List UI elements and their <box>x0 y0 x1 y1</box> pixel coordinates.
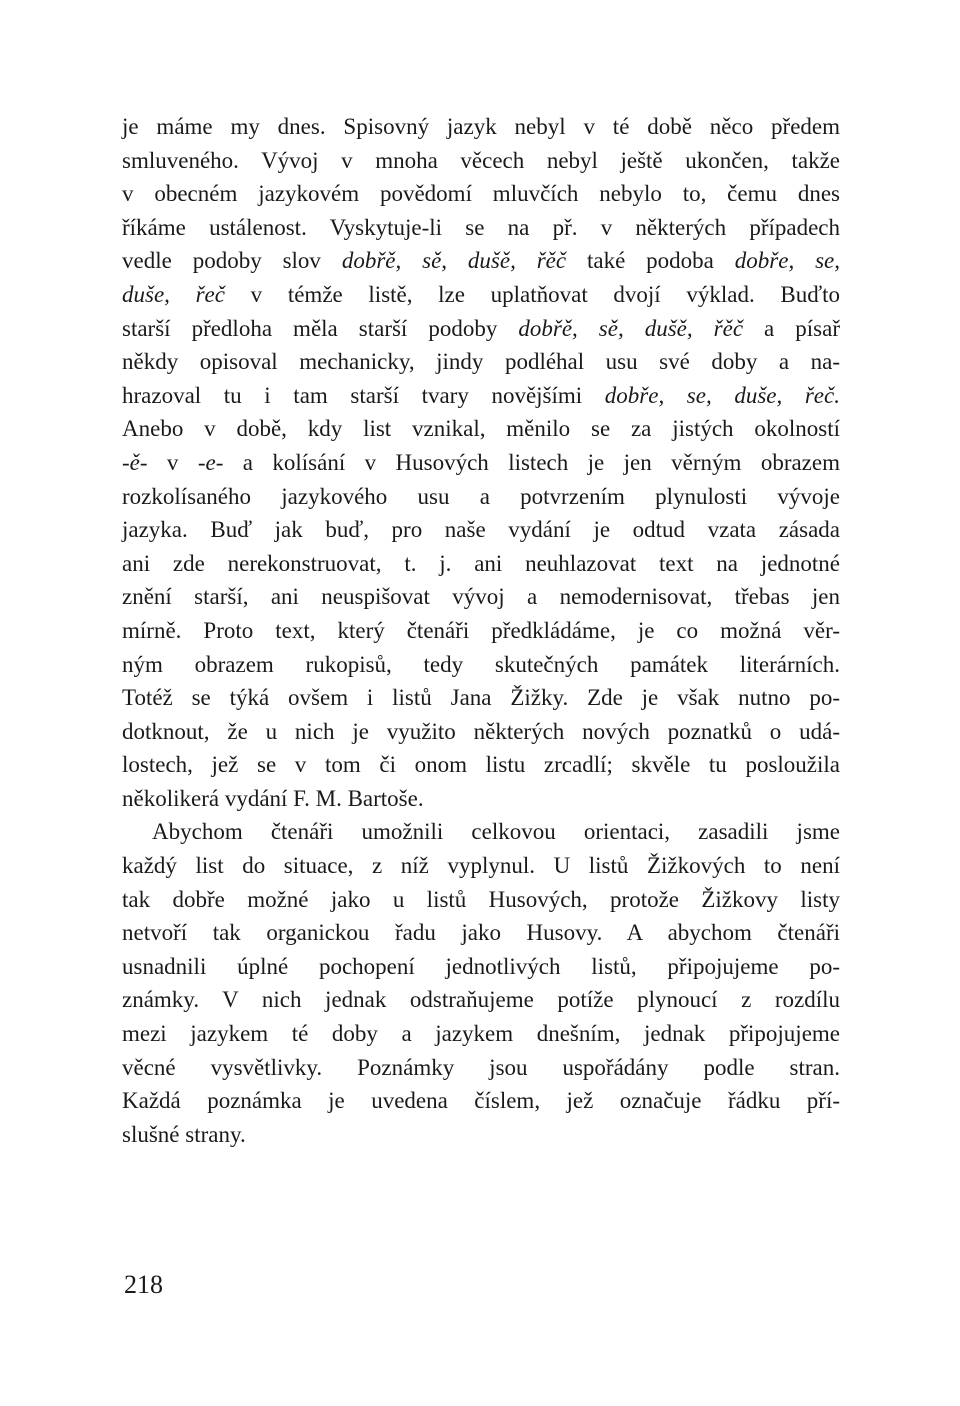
text-line: věcné vysvětlivky. Poznámky jsou uspořádány podle stran. <box>122 1054 840 1080</box>
text-line: Každá poznámka je uvedena číslem, jež označuje řádku pří- <box>122 1088 840 1114</box>
text-run: v <box>147 449 198 475</box>
text-line: dotknout, že u nich je využito některých nových poznatků o udá- <box>122 718 840 744</box>
page-body <box>122 110 840 1151</box>
text-line: ani zde nerekonstruovat, t. j. ani neuhlazovat text na jednotné <box>122 550 840 576</box>
text-run: v témže listě, lze uplatňovat dvojí výklad. Buďto <box>224 281 841 307</box>
italic-word-forms: dobře, se, duše, řeč. <box>604 382 840 408</box>
text-line: známky. V nich jednak odstraňujeme potíže plynoucí z rozdílu <box>122 987 840 1013</box>
text-line: znění starší, ani neuspišovat vývoj a nemodernisovat, třebas jen <box>122 584 840 610</box>
text-line: Totéž se týká ovšem i listů Jana Žižky. Zde je však nutno po- <box>122 685 840 711</box>
text-line <box>122 446 840 480</box>
page-number: 218 <box>124 1270 163 1299</box>
text-line: slušné strany. <box>122 1121 246 1147</box>
italic-word-forms: dobře, se, <box>734 248 840 274</box>
text-line <box>122 379 840 413</box>
text-run: starší předloha měla starší podoby <box>122 315 519 341</box>
text-line: tak dobře možné jako u listů Husových, protože Žižkovy listy <box>122 886 840 912</box>
text-line: Anebo v době, kdy list vznikal, měnilo se za jistých okolností <box>122 416 840 442</box>
text-line: usnadnili úplné pochopení jednotlivých listů, připojujeme po- <box>122 953 840 979</box>
text-line: mírně. Proto text, který čtenáři předkládáme, je co možná věr- <box>122 617 840 643</box>
italic-word-forms: dobřě, sě, dušě, řěč <box>341 248 567 274</box>
text-line: je máme my dnes. Spisovný jazyk nebyl v té době něco předem <box>122 114 840 139</box>
text-line: ným obrazem rukopisů, tedy skutečných památek literárních. <box>122 651 840 677</box>
text-line: lostech, jež se v tom či onom listu zrcadlí; skvěle tu posloužila <box>122 752 840 778</box>
text-line: někdy opisoval mechanicky, jindy podléhal usu své doby a na- <box>122 349 840 375</box>
text-line: několikerá vydání F. M. Bartoše. <box>122 785 424 811</box>
paragraph <box>122 110 840 815</box>
italic-word-forms: -e- <box>197 449 224 475</box>
text-line <box>122 278 840 312</box>
text-run: hrazoval tu i tam starší tvary novějšími <box>122 382 605 408</box>
text-line: jazyka. Buď jak buď, pro naše vydání je odtud vzata zásada <box>122 517 840 543</box>
text-line <box>122 312 840 346</box>
text-line: Abychom čtenáři umožnili celkovou orientaci, zasadili jsme <box>152 819 840 845</box>
italic-word-forms: dobřě, sě, dušě, řěč <box>518 315 744 341</box>
text-line: mezi jazykem té doby a jazykem dnešním, jednak připojujeme <box>122 1021 840 1047</box>
text-line <box>122 244 840 278</box>
paragraph <box>122 815 840 1151</box>
italic-word-forms: duše, řeč <box>122 281 225 307</box>
text-line: smluveného. Vývoj v mnoha věcech nebyl ještě ukončen, takže <box>122 147 840 173</box>
text-line: rozkolísaného jazykového usu a potvrzením plynulosti vývoje <box>122 483 840 509</box>
text-run: také podoba <box>566 248 735 274</box>
text-line: netvoří tak organickou řadu jako Husovy. A abychom čtenáři <box>122 920 840 946</box>
text-line: říkáme ustálenost. Vyskytuje-li se na př. v některých případech <box>122 214 840 240</box>
text-run: a kolísání v Husových listech je jen věrným obrazem <box>223 449 840 475</box>
text-run: a písař <box>743 315 840 341</box>
text-line: v obecném jazykovém povědomí mluvčích nebylo to, čemu dnes <box>122 181 840 207</box>
text-run: vedle podoby slov <box>122 248 342 274</box>
italic-word-forms: -ě- <box>122 449 148 475</box>
text-line: každý list do situace, z níž vyplynul. U listů Žižkových to není <box>122 853 840 879</box>
